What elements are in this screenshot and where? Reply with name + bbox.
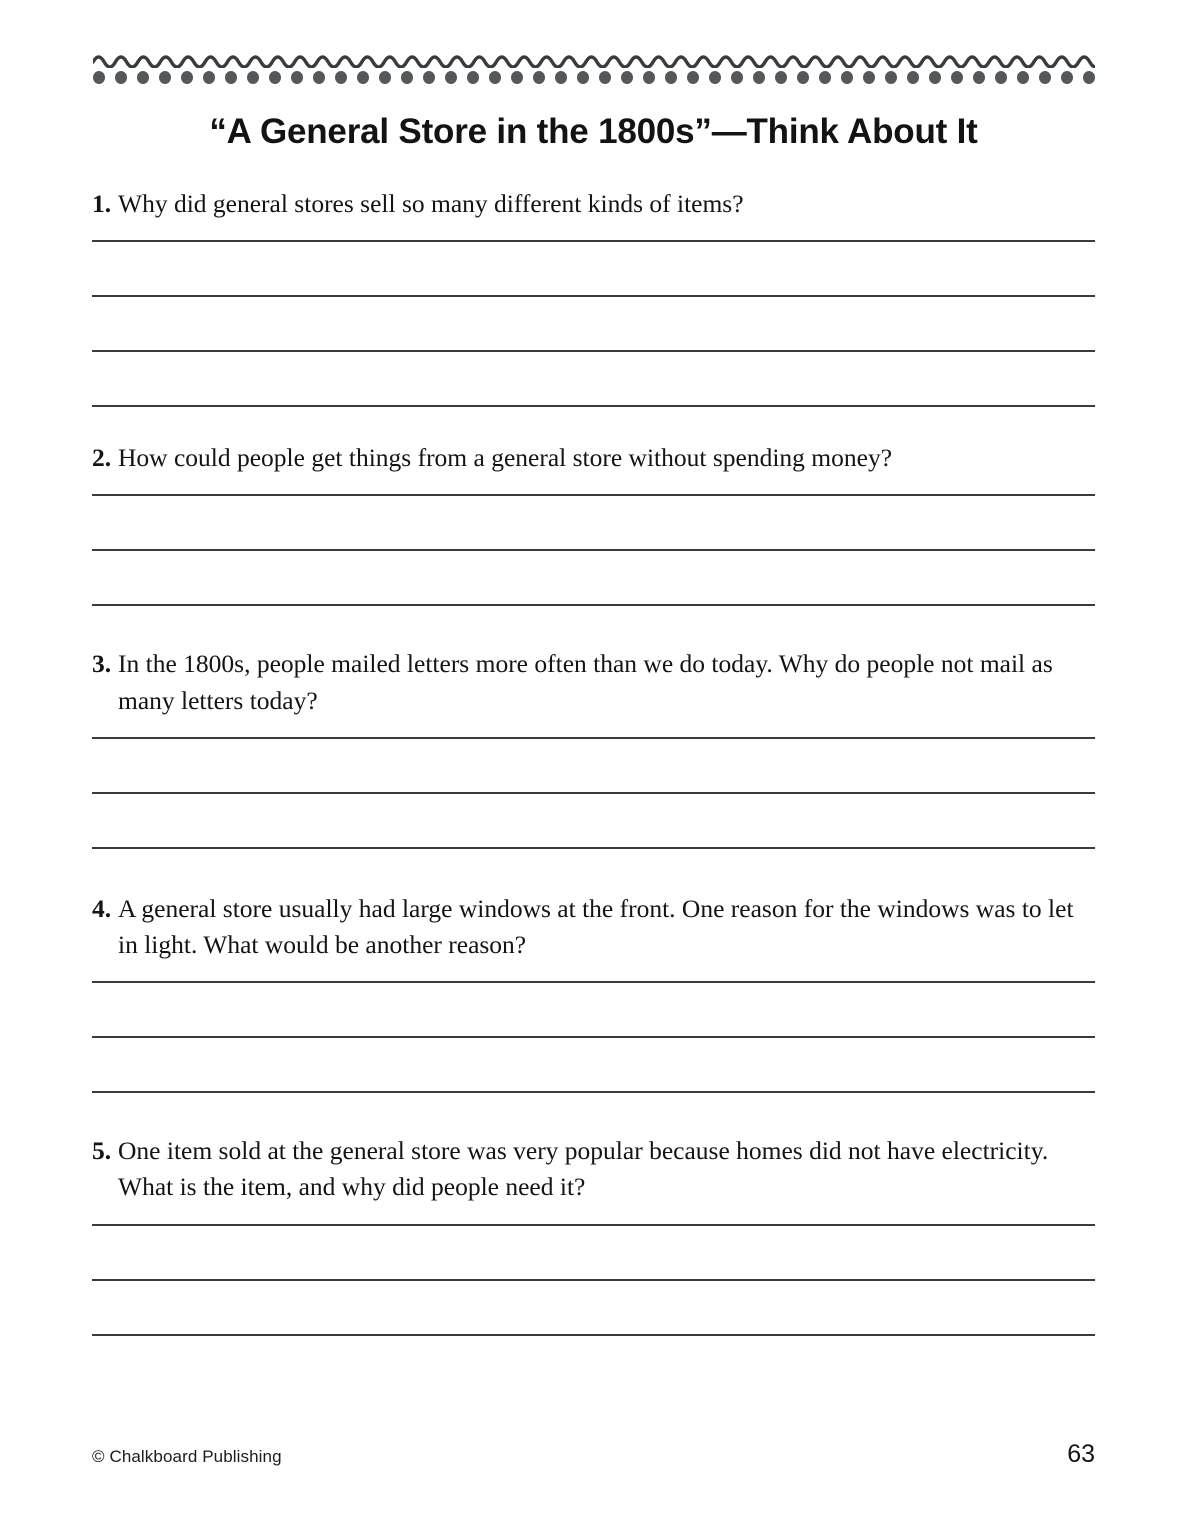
border-dot [863, 71, 875, 84]
answer-line[interactable] [92, 350, 1095, 352]
dot-row [93, 69, 1095, 85]
border-dot [643, 71, 655, 84]
question-block [92, 646, 1095, 848]
answer-line[interactable] [92, 1279, 1095, 1281]
answer-line[interactable] [92, 549, 1095, 551]
border-dot [203, 71, 215, 84]
border-dot [467, 71, 479, 84]
border-dot [907, 71, 919, 84]
answer-line[interactable] [92, 1334, 1095, 1336]
page-footer [92, 1440, 1095, 1469]
border-dot [731, 71, 743, 84]
border-dot [797, 71, 809, 84]
border-dot [885, 71, 897, 84]
answer-line[interactable] [92, 240, 1095, 242]
border-dot [225, 71, 237, 84]
border-dot [621, 71, 633, 84]
answer-line[interactable] [92, 1091, 1095, 1093]
question-prompt: In the 1800s, people mailed letters more often than we do today. Why do people not mail as many letters today? [118, 649, 1053, 715]
question-number: 5. [92, 1136, 112, 1166]
border-dot [775, 71, 787, 84]
question-list [92, 186, 1095, 1336]
border-dot [665, 71, 677, 84]
question-text-row [92, 1133, 1095, 1205]
question-block [92, 891, 1095, 1093]
answer-line[interactable] [92, 494, 1095, 496]
question-text-row [92, 440, 1095, 476]
question-block [92, 440, 1095, 606]
question-text-row [92, 646, 1095, 718]
border-dot [1039, 71, 1051, 84]
answer-line[interactable] [92, 604, 1095, 606]
answer-line[interactable] [92, 792, 1095, 794]
question-text-row [92, 186, 1095, 222]
border-dot [951, 71, 963, 84]
border-dot [555, 71, 567, 84]
border-dot [423, 71, 435, 84]
border-dot [709, 71, 721, 84]
border-dot [489, 71, 501, 84]
answer-line[interactable] [92, 295, 1095, 297]
border-dot [181, 71, 193, 84]
border-dot [687, 71, 699, 84]
border-dot [1061, 71, 1073, 84]
question-prompt: How could people get things from a general store without spending money? [118, 443, 893, 473]
border-dot [115, 71, 127, 84]
answer-line[interactable] [92, 981, 1095, 983]
answer-line[interactable] [92, 405, 1095, 407]
border-dot [247, 71, 259, 84]
copyright-notice: © Chalkboard Publishing [92, 1447, 282, 1466]
border-dot [335, 71, 347, 84]
border-dot [841, 71, 853, 84]
border-dot [995, 71, 1007, 84]
border-dot [973, 71, 985, 84]
border-dot [599, 71, 611, 84]
border-dot [291, 71, 303, 84]
answer-line[interactable] [92, 1036, 1095, 1038]
border-dot [159, 71, 171, 84]
wavy-line-icon [93, 50, 1095, 68]
answer-lines [92, 981, 1095, 1093]
border-dot [93, 71, 105, 84]
question-number: 3. [92, 649, 112, 679]
question-prompt: Why did general stores sell so many different kinds of items? [118, 189, 744, 218]
question-number: 2. [92, 443, 112, 473]
answer-line[interactable] [92, 1224, 1095, 1226]
answer-line[interactable] [92, 847, 1095, 849]
decorative-top-border [93, 50, 1095, 92]
border-dot [445, 71, 457, 84]
border-dot [1017, 71, 1029, 84]
border-dot [379, 71, 391, 84]
border-dot [929, 71, 941, 84]
border-dot [1083, 71, 1095, 84]
question-block [92, 186, 1095, 407]
answer-lines [92, 494, 1095, 606]
border-dot [401, 71, 413, 84]
border-dot [313, 71, 325, 84]
page-number: 63 [1067, 1440, 1095, 1468]
border-dot [533, 71, 545, 84]
question-block [92, 1133, 1095, 1335]
question-prompt: One item sold at the general store was very popular because homes did not have electricity. What is the item, and why did people need it? [118, 1136, 1049, 1202]
border-dot [269, 71, 281, 84]
question-prompt: A general store usually had large windows at the front. One reason for the windows was to let in light. What would be another reason? [118, 893, 1074, 960]
border-dot [819, 71, 831, 84]
answer-line[interactable] [92, 737, 1095, 739]
page-title: “A General Store in the 1800s”—Think About It [209, 112, 978, 151]
answer-lines [92, 1224, 1095, 1336]
answer-lines [92, 737, 1095, 849]
answer-lines [92, 240, 1095, 407]
border-dot [137, 71, 149, 84]
border-dot [357, 71, 369, 84]
border-dot [511, 71, 523, 84]
question-number: 4. [92, 893, 112, 923]
question-number: 1. [92, 189, 112, 218]
border-dot [577, 71, 589, 84]
border-dot [753, 71, 765, 84]
question-text-row [92, 891, 1095, 963]
